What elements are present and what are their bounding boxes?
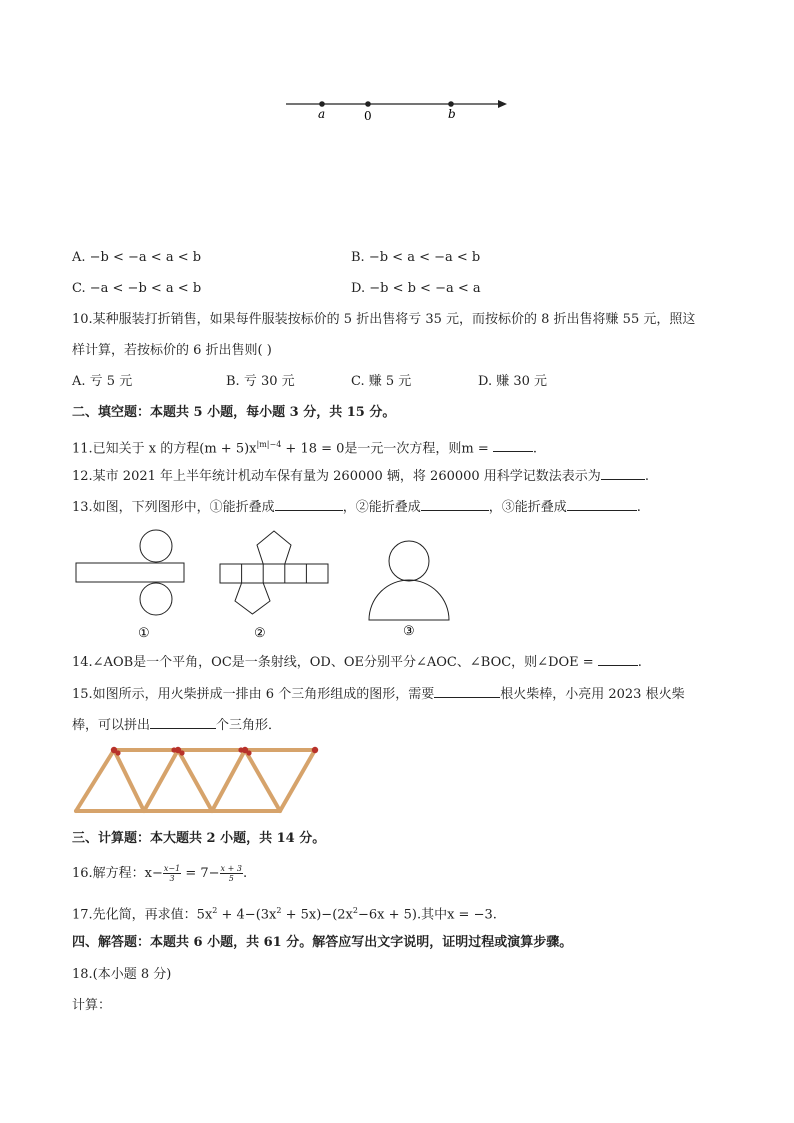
q15-part1: 15.如图所示，用火柴拼成一排由 6 个三角形组成的图形，需要 [72, 687, 435, 702]
q10-option-d: D. 赚 30 元 [478, 374, 548, 389]
q12-answer-blank[interactable] [601, 467, 645, 480]
q9-option-d: D. −b < b < −a < a [351, 281, 481, 296]
pentagonal-prism-net [220, 531, 328, 614]
q17-text3: + 5x)−(2x [281, 907, 353, 923]
q16-fraction-2 [220, 864, 243, 883]
q15-part2: 根火柴棒，小亮用 2023 根火柴 [500, 687, 685, 702]
fig-label-2: ② [254, 626, 266, 641]
q13-part3: ，③能折叠成 [488, 500, 567, 515]
q14 [72, 653, 642, 672]
label-zero: 0 [364, 109, 372, 123]
point-zero [365, 101, 371, 107]
number-line-figure [280, 90, 520, 130]
cylinder-net [76, 530, 184, 615]
q13-blank-3[interactable] [567, 498, 637, 511]
q10-stem-line2: 样计算，若按标价的 6 折出售则( ) [72, 343, 272, 358]
q11-suffix: + 18 = 0是一元一次方程，则m = [281, 441, 493, 457]
q11-exponent: |m|−4 [256, 440, 282, 449]
q15-line1 [72, 685, 685, 704]
point-a [319, 101, 325, 107]
section-3-heading: 三、计算题：本大题共 2 小题，共 14 分。 [72, 831, 326, 846]
q9-option-a: A. −b < −a < a < b [72, 250, 202, 265]
q15-part3: 棒，可以拼出 [72, 718, 151, 733]
q11-answer-blank[interactable] [493, 439, 533, 452]
q14-text: 14.∠AOB是一个平角，OC是一条射线，OD、OE分别平分∠AOC、∠BOC，则∠DOE = [72, 655, 598, 670]
q16-frac1-den: 3 [169, 874, 175, 883]
fig-label-1: ① [138, 626, 150, 641]
q18-calc-label: 计算： [72, 998, 112, 1013]
q9-option-c: C. −a < −b < a < b [72, 281, 202, 296]
q16 [72, 864, 247, 883]
q10-option-c: C. 赚 5 元 [351, 374, 412, 389]
q16-frac1-num: x−1 [163, 864, 181, 873]
q13-part2: ，②能折叠成 [342, 500, 421, 515]
cone-net [369, 541, 449, 620]
q12-text: 12.某市 2021 年上半年统计机动车保有量为 260000 辆，将 260000 用科学记数法表示为 [72, 469, 601, 484]
q14-answer-blank[interactable] [598, 653, 638, 666]
q17 [72, 902, 497, 924]
q10-option-b: B. 亏 30 元 [226, 374, 295, 389]
q10-stem-line1: 10.某种服装打折销售，如果每件服装按标价的 5 折出售将亏 35 元，而按标价的 8 折出售将赚 55 元，照这 [72, 312, 696, 327]
point-b [448, 101, 454, 107]
q12-end: . [644, 469, 649, 484]
q11-end: . [532, 441, 538, 457]
q13-figures [70, 525, 470, 645]
q16-prefix: 16.解方程：x− [72, 866, 163, 881]
q13 [72, 498, 641, 517]
q13-blank-1[interactable] [275, 498, 343, 511]
fig-label-3: ③ [403, 624, 415, 639]
q12 [72, 467, 649, 486]
q16-fraction-1 [163, 864, 181, 883]
section-4-heading: 四、解答题：本题共 6 小题，共 61 分。解答应写出文字说明，证明过程或演算步骤。 [72, 935, 573, 950]
q16-frac2-den: 5 [228, 874, 234, 883]
q16-end: . [242, 866, 248, 881]
label-b: b [448, 107, 456, 121]
q13-part1: 13.如图，下列图形中，①能折叠成 [72, 500, 275, 515]
q17-text2: + 4−(3x [217, 907, 277, 923]
q17-sup3: 2 [352, 906, 358, 915]
q14-end: . [637, 655, 642, 670]
label-a: a [318, 107, 326, 121]
number-line-arrow [498, 100, 507, 108]
q17-sup2: 2 [276, 906, 282, 915]
section-2-heading: 二、填空题：本题共 5 小题，每小题 3 分，共 15 分。 [72, 405, 396, 420]
q16-frac2-num: x + 3 [220, 864, 242, 873]
q15-part4: 个三角形． [216, 718, 282, 733]
matchsticks [76, 750, 315, 811]
q15-line2 [72, 716, 281, 735]
q17-text4: −6x + 5).其中x = −3. [357, 907, 497, 923]
matchstick-figure [70, 745, 330, 817]
q17-sup1: 2 [212, 906, 218, 915]
q11-prefix: 11.已知关于 x 的方程(m + 5)x [72, 441, 257, 457]
q9-option-b: B. −b < a < −a < b [351, 250, 481, 265]
q15-blank-1[interactable] [434, 685, 500, 698]
q16-mid: = 7− [181, 866, 220, 881]
q13-blank-2[interactable] [421, 498, 489, 511]
q11 [72, 436, 537, 458]
q17-text1: 17.先化简，再求值：5x [72, 907, 213, 923]
q15-blank-2[interactable] [150, 716, 216, 729]
q10-option-a: A. 亏 5 元 [72, 374, 133, 389]
q13-end: . [636, 500, 641, 515]
q18-title: 18.(本小题 8 分) [72, 967, 172, 982]
